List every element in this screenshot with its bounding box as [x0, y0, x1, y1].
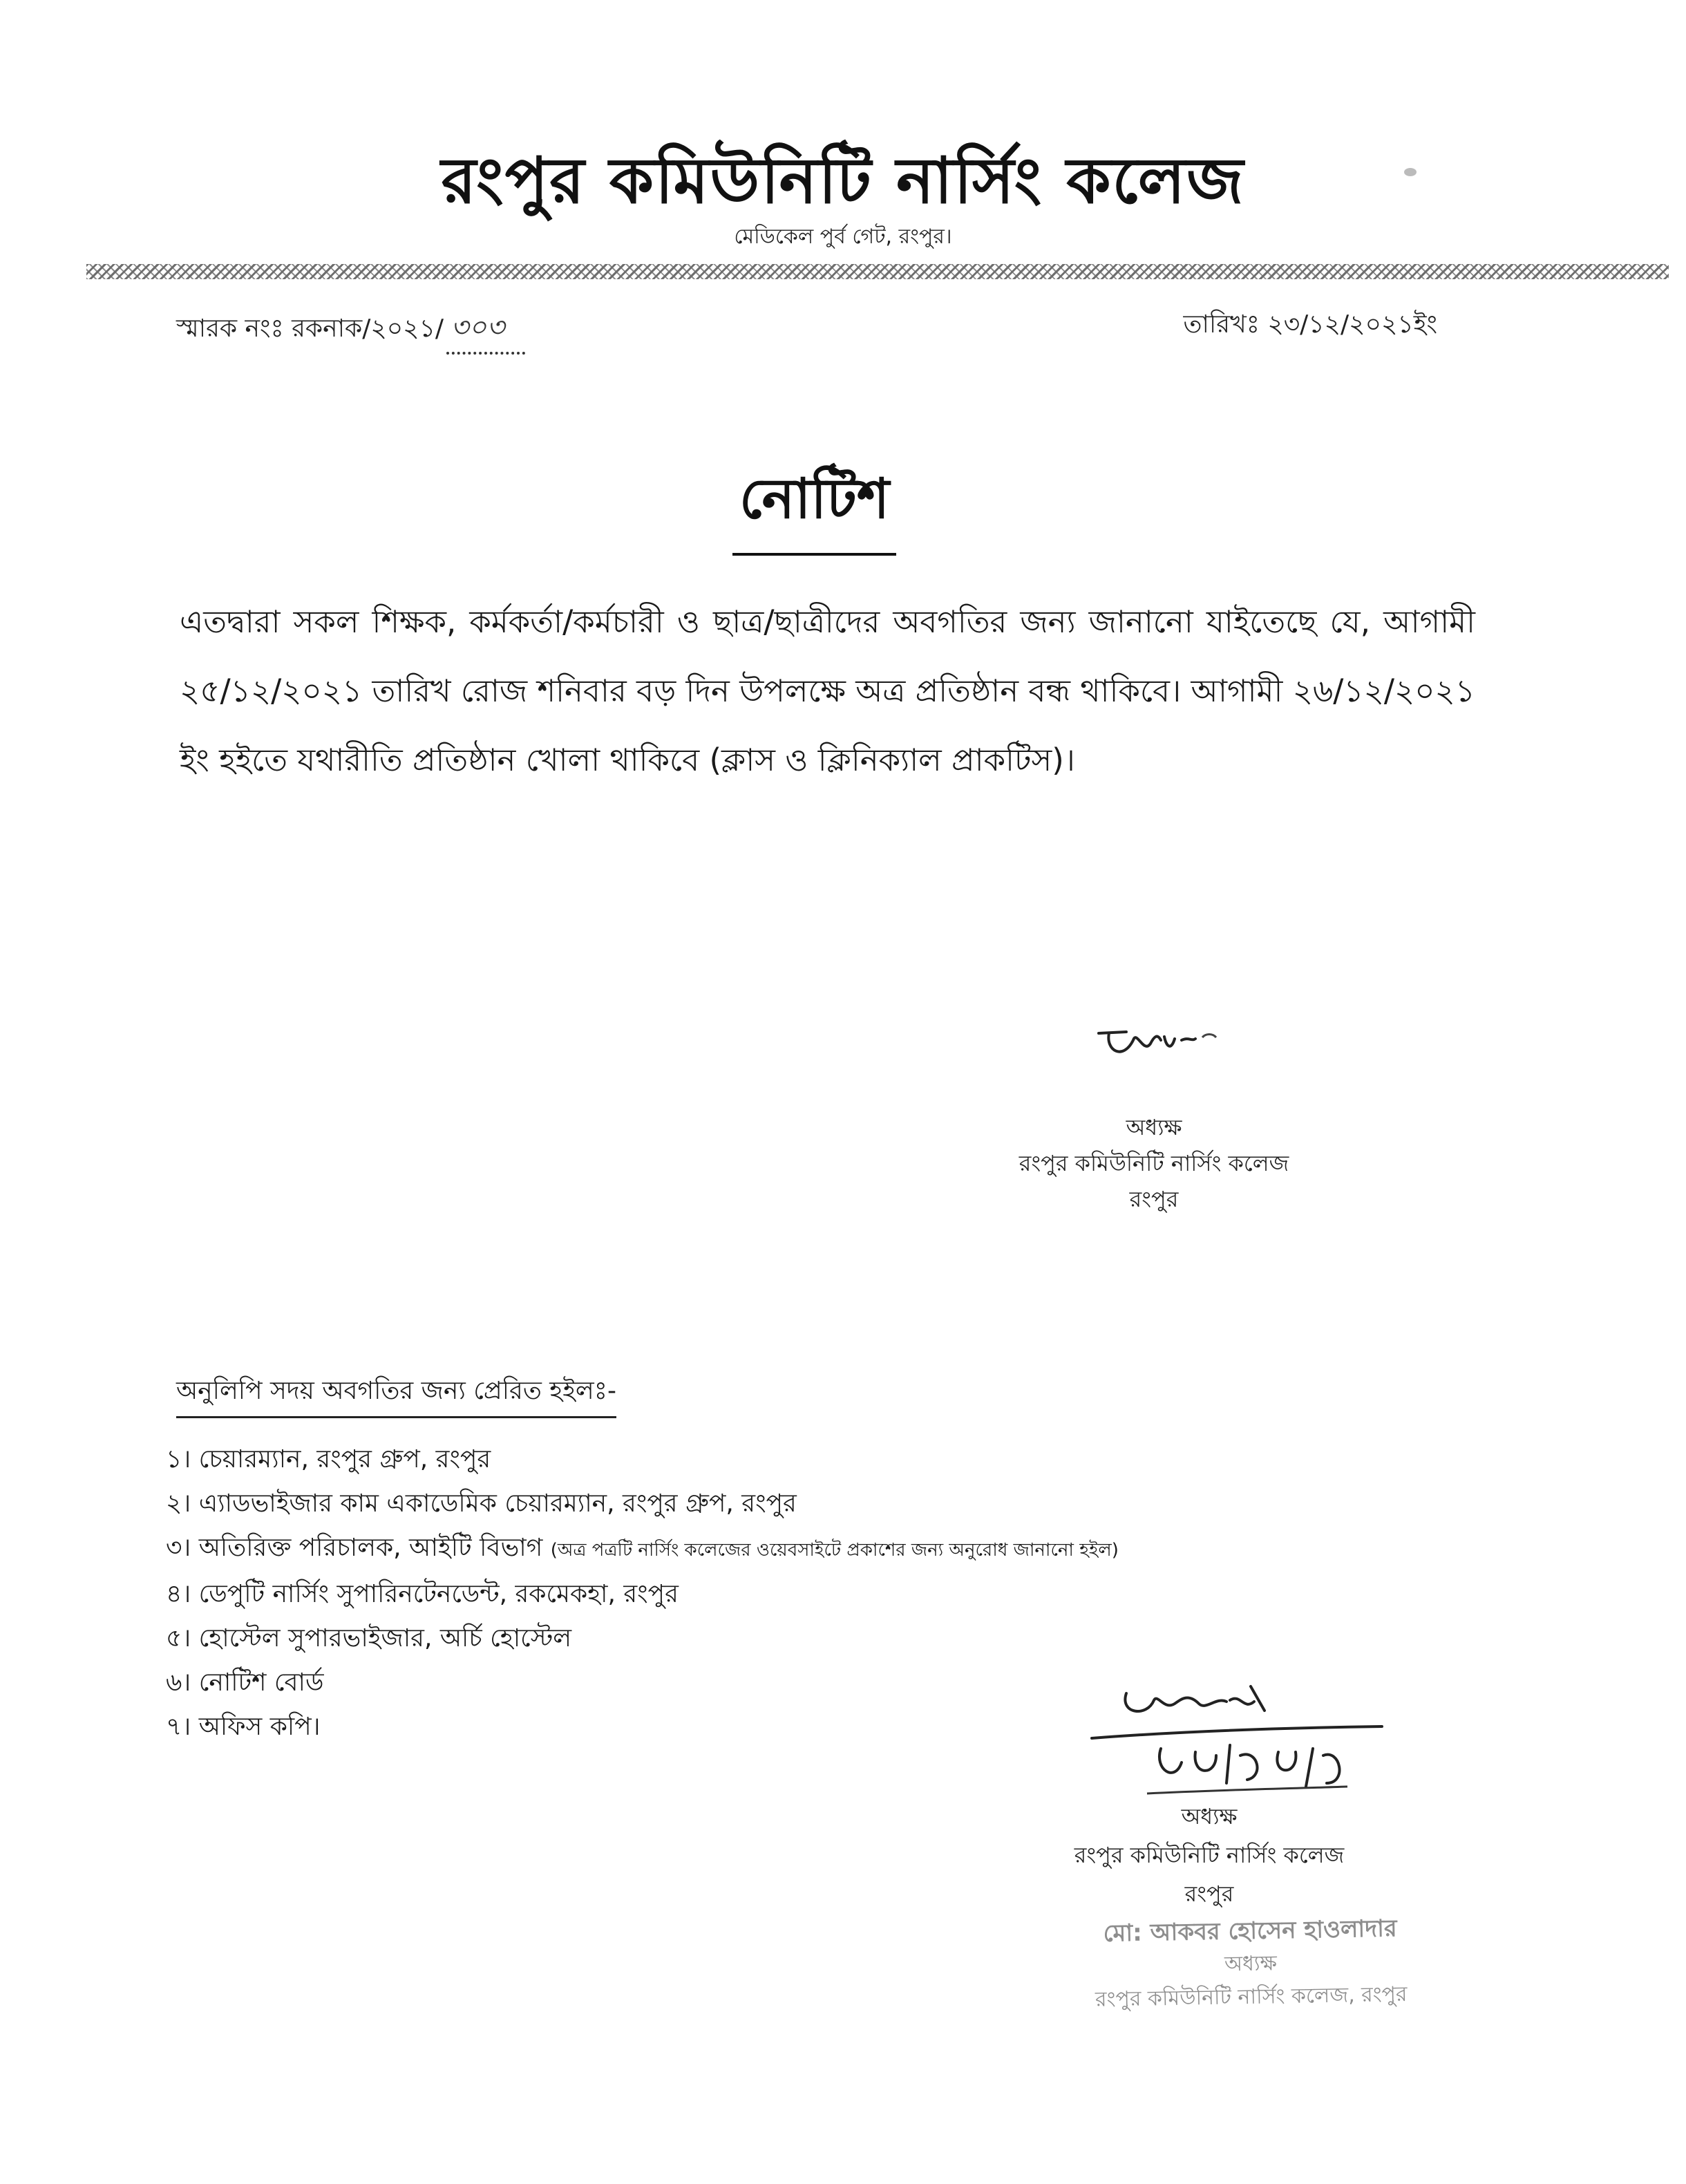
memo-reference: [176, 305, 525, 355]
notice-date: তারিখঃ ২৩/১২/২০২১ইং: [1183, 310, 1437, 339]
copy-item-3-text: ৩। অতিরিক্ত পরিচালক, আইটি বিভাগ: [166, 1534, 543, 1562]
copies-heading: অনুলিপি সদয় অবগতির জন্য প্রেরিত হইলঃ-: [176, 1372, 616, 1418]
signatory-2-title: অধ্যক্ষ: [1181, 1803, 1238, 1829]
signatory-2-institution: রংপুর কমিউনিটি নার্সিং কলেজ: [1074, 1842, 1345, 1868]
scan-speck: [1404, 168, 1417, 176]
signatory-1-city: রংপুর: [1129, 1186, 1179, 1212]
stamp-name: মো: আকবর হোসেন হাওলাদার: [1103, 1914, 1397, 1948]
copy-item-7: ৭। অফিস কপি।: [166, 1713, 321, 1741]
signatory-2-block: [1016, 1797, 1403, 1913]
memo-number: ৩০৩: [446, 305, 525, 355]
copy-item-4: ৪। ডেপুটি নার্সিং সুপারিনটেনডেন্ট, রকমেকহা, রংপুর: [166, 1580, 679, 1608]
notice-body: এতদ্বারা সকল শিক্ষক, কর্মকর্তা/কর্মচারী ও ছাত্র/ছাত্রীদের অবগতির জন্য জানানো যাইতেছে যে, আগামী ২৫/১২/২০২১ তারিখ রোজ শনিবার বড় দিন উপলক্ষে অত্র প্রতিষ্ঠান বন্ধ থাকিবে। আগামী ২৬/১২/২০২১ ইং হইতে যথারীতি প্রতিষ্ঠান খোলা থাকিবে (ক্লাস ও ক্লিনিক্যাল প্রাকটিস)।: [180, 603, 1475, 778]
copy-item-6: ৬। নোটিশ বোর্ড: [166, 1668, 324, 1697]
stamp-title: অধ্যক্ষ: [1224, 1951, 1278, 1977]
copy-item-1: ১। চেয়ারম্যান, রংপুর গ্রুপ, রংপুর: [166, 1445, 491, 1474]
signatory-1-title: অধ্যক্ষ: [1126, 1114, 1182, 1140]
copy-item-2: ২। এ্যাডভাইজার কাম একাডেমিক চেয়ারম্যান, রংপুর গ্রুপ, রংপুর: [166, 1489, 797, 1518]
copy-item-3: [166, 1526, 1119, 1572]
college-title: রংপুর কমিউনিটি নার্সিং কলেজ: [441, 144, 1245, 218]
copies-list: [166, 1438, 1119, 1749]
signatory-2-city: রংপুর: [1184, 1881, 1234, 1907]
memo-label: স্মারক নংঃ রকনাক/২০২১/: [176, 314, 444, 343]
principal-signature-dated: [1078, 1673, 1396, 1811]
principal-signature: [1085, 1013, 1223, 1075]
copy-item-5: ৫। হোস্টেল সুপারভাইজার, অর্চি হোস্টেল: [166, 1624, 572, 1653]
stamp-institution: রংপুর কমিউনিটি নার্সিং কলেজ, রংপুর: [1095, 1982, 1408, 2012]
college-address: মেডিকেল পুর্ব গেট, রংপুর।: [734, 225, 952, 249]
notice-title: নোটিশ: [732, 456, 896, 556]
signatory-1-institution: রংপুর কমিউনিটি নার্সিং কলেজ: [1019, 1150, 1289, 1176]
header-divider: [86, 264, 1669, 279]
official-stamp: [1057, 1911, 1445, 2017]
copy-item-3-note: (অত্র পত্রটি নার্সিং কলেজের ওয়েবসাইটে প্রকাশের জন্য অনুরোধ জানানো হইল): [550, 1540, 1119, 1561]
signatory-1-block: [947, 1109, 1361, 1217]
